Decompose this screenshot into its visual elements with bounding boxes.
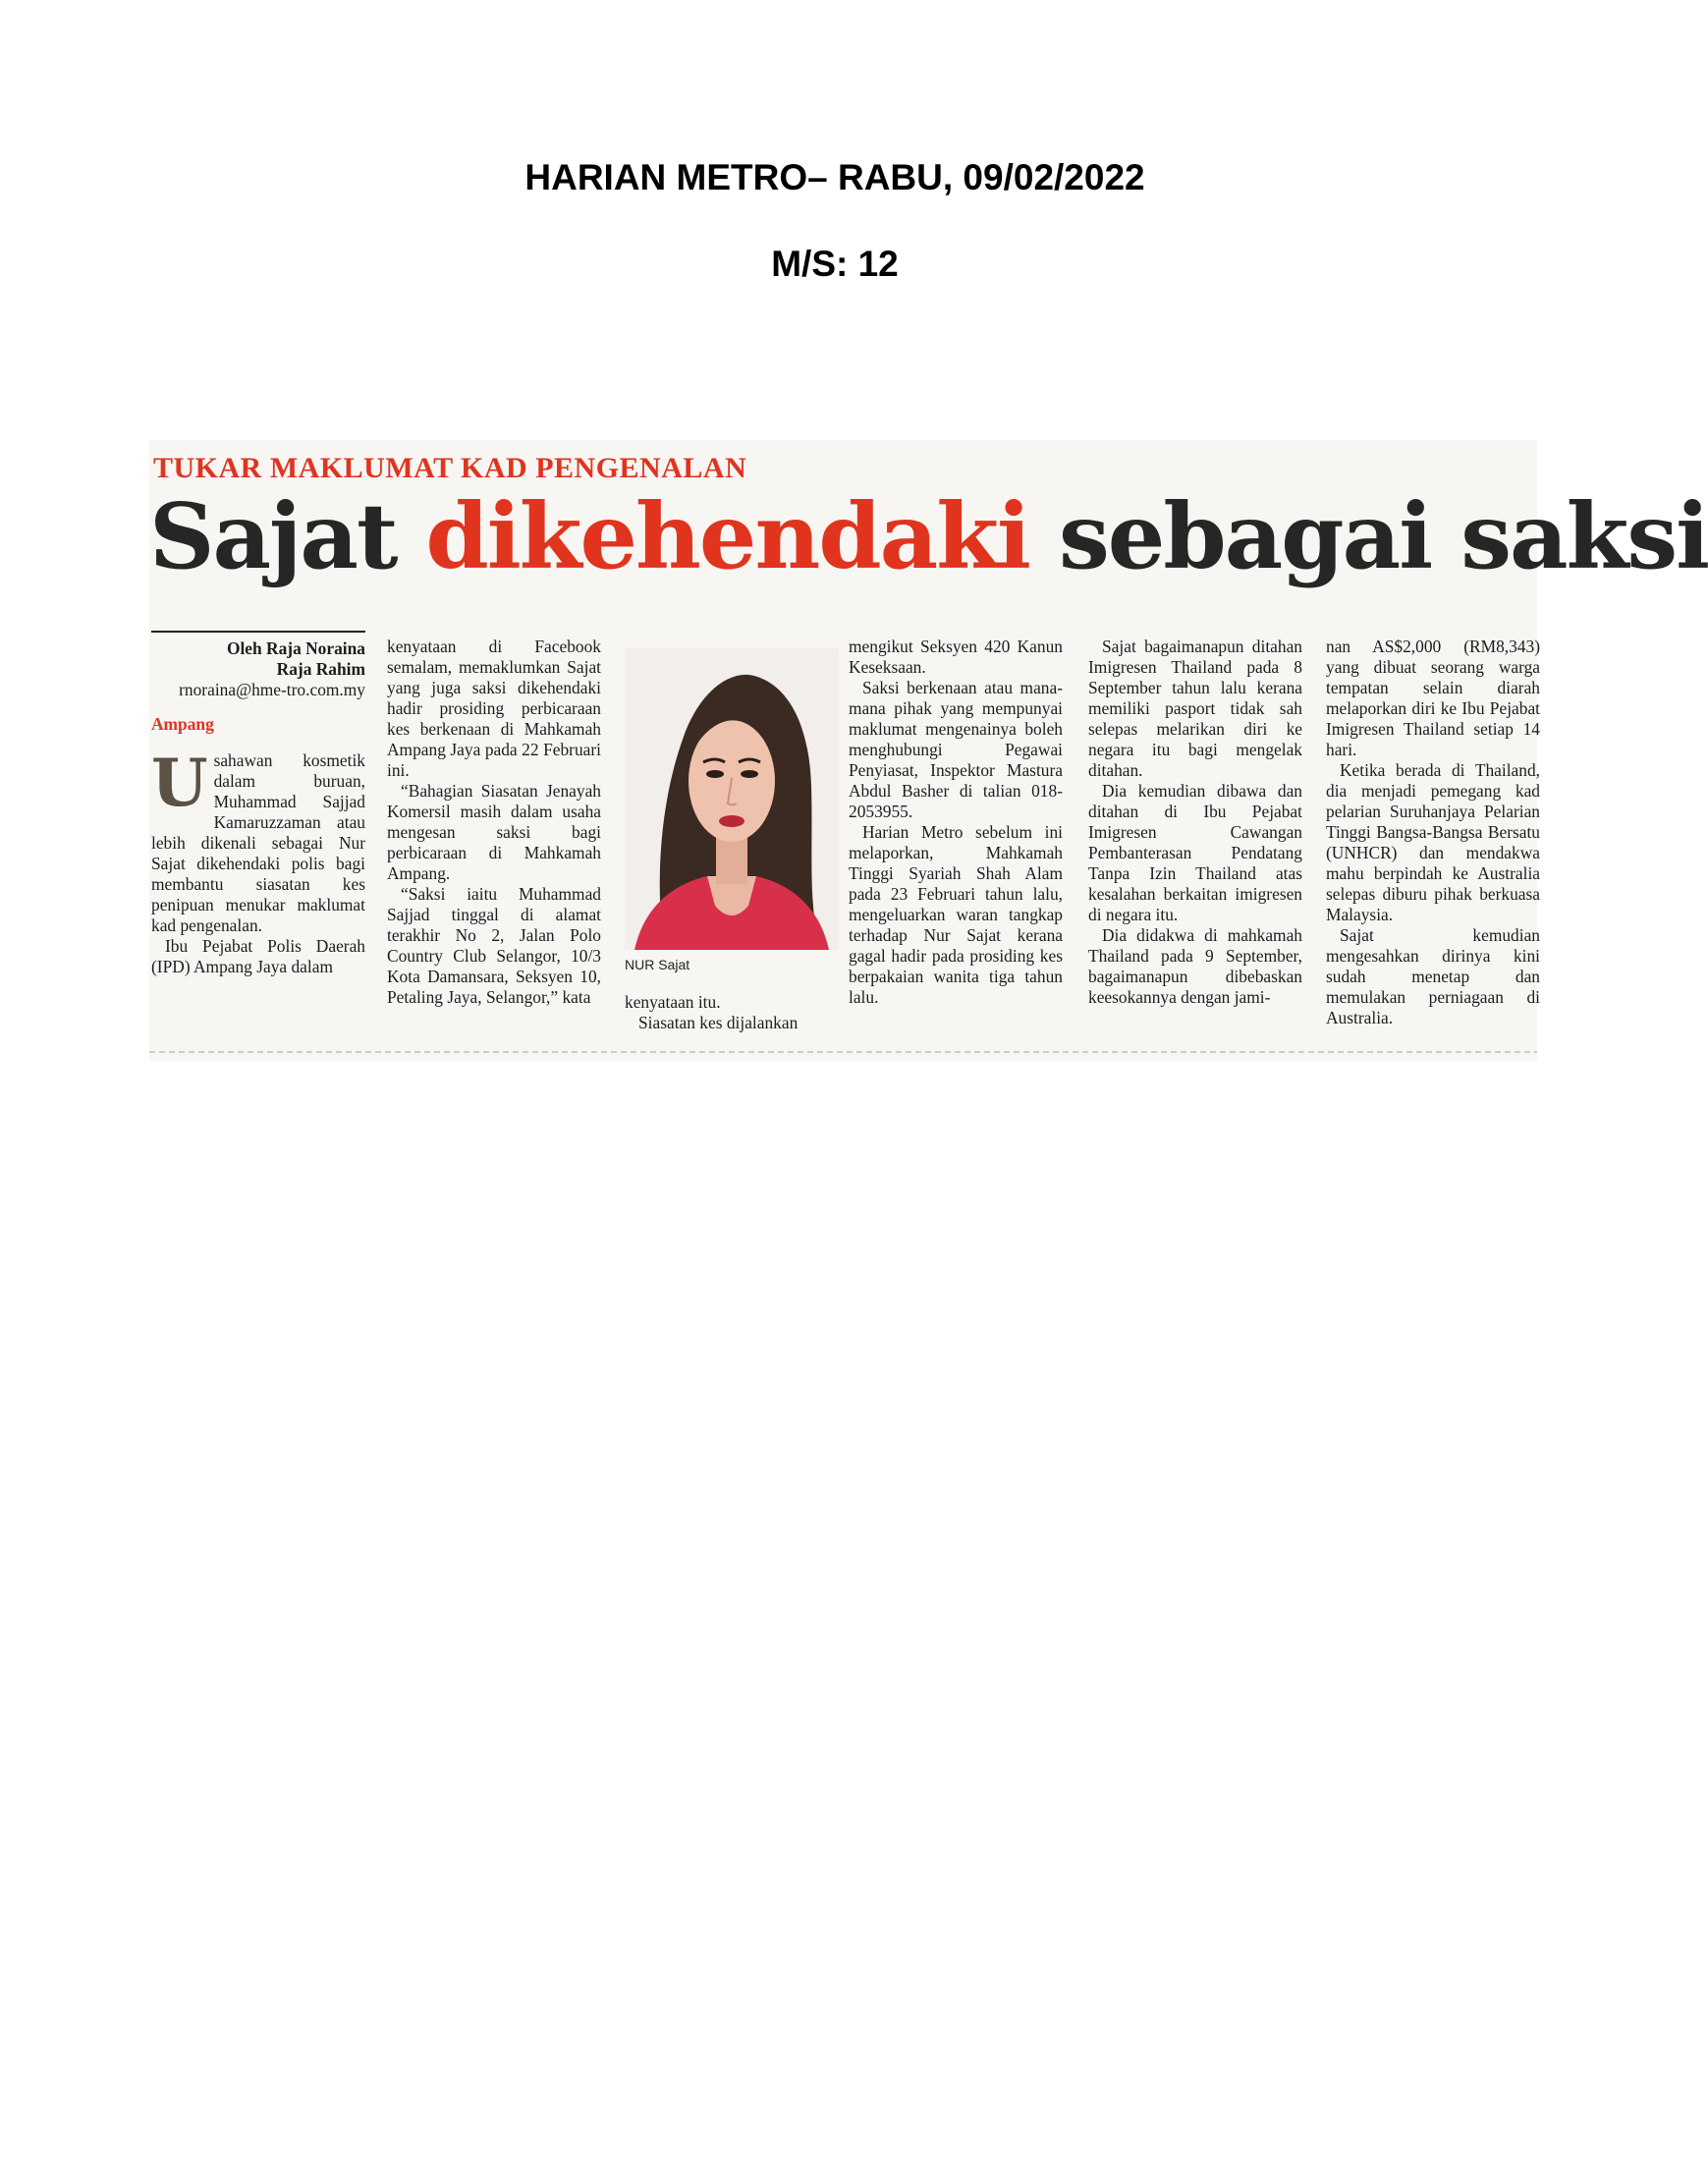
article-kicker: TUKAR MAKLUMAT KAD PENGENALAN bbox=[153, 452, 747, 484]
article-column-5 bbox=[1088, 637, 1302, 1008]
headline-part2: sebagai saksi bbox=[1028, 483, 1708, 589]
paragraph: Ibu Pejabat Polis Daerah (IPD) Ampang Jaya dalam bbox=[151, 936, 365, 976]
page-number: M/S: 12 bbox=[771, 244, 899, 284]
paragraph: nan AS$2,000 (RM8,343) yang dibuat seorang warga tempatan selain diarah melaporkan diri ke Ibu Pejabat Imigresen Thailand setiap 14 hari. bbox=[1326, 637, 1540, 759]
article-headline bbox=[149, 483, 1708, 589]
headline-highlight: dikehendaki bbox=[425, 483, 1029, 589]
drop-cap: U bbox=[151, 745, 208, 821]
portrait-illustration bbox=[625, 648, 839, 950]
paragraph: Usahawan kosmetik dalam buruan, Muhammad Sajjad Kamaruzzaman atau lebih dikenali sebagai Nur Sajat dikehendaki polis bagi membantu siasatan kes penipuan menukar maklumat kad pengenalan. bbox=[151, 745, 365, 935]
paragraph: kenyataan itu. bbox=[625, 992, 721, 1012]
photo-caption: NUR Sajat bbox=[625, 957, 690, 972]
article-column-1 bbox=[151, 631, 365, 977]
paragraph: Dia kemudian dibawa dan ditahan di Ibu Pejabat Imigresen Cawangan Pembanterasan Pendatang Tanpa Izin Thailand atas kesalahan berkaitan imigresen di negara itu. bbox=[1088, 781, 1302, 924]
newspaper-clipping bbox=[149, 440, 1708, 1061]
paragraph: Saksi berkenaan atau mana-mana pihak yang mempunyai maklumat mengenainya boleh menghubungi Pegawai Penyiasat, Inspektor Mastura Abdul Basher di talian 018-2053955. bbox=[849, 678, 1063, 821]
paragraph: “Bahagian Siasatan Jenayah Komersil masih dalam usaha mengesan saksi bagi perbicaraan di Mahkamah Ampang. bbox=[387, 781, 601, 883]
paragraph: kenyataan di Facebook semalam, memaklumkan Sajat yang juga saksi dikehendaki hadir prosiding perbicaraan kes berkenaan di Mahkamah Ampang Jaya pada 22 Februari ini. bbox=[387, 637, 601, 780]
bottom-divider bbox=[149, 1051, 1537, 1053]
dateline: Ampang bbox=[151, 714, 214, 734]
article-column-6 bbox=[1326, 637, 1540, 1028]
paragraph: Sajat bagaimanapun ditahan Imigresen Thailand pada 8 September tahun lalu kerana memiliki pasport tidak sah selepas melarikan diri ke negara itu bagi mengelak ditahan. bbox=[1088, 637, 1302, 780]
paragraph: Siasatan kes dijalankan bbox=[638, 1013, 799, 1032]
byline-email: rnoraina@hme-tro.com.my bbox=[179, 680, 365, 699]
headline-part1: Sajat bbox=[149, 483, 426, 589]
paragraph: Dia didakwa di mahkamah Thailand pada 9 September, bagaimanapun dibebaskan keesokannya dengan jami- bbox=[1088, 925, 1302, 1007]
paragraph: Sajat kemudian mengesahkan dirinya kini sudah menetap dan memulakan perniagaan di Australia. bbox=[1326, 925, 1540, 1027]
byline-name-1: Oleh Raja Noraina bbox=[226, 638, 365, 658]
paragraph: Harian Metro sebelum ini melaporkan, Mahkamah Tinggi Syariah Shah Alam pada 23 Februari tahun lalu, mengeluarkan waran tangkap terhadap Nur Sajat kerana gagal hadir pada prosiding kes berpakaian wanita tiga tahun lalu. bbox=[849, 822, 1063, 1007]
article-column-3 bbox=[625, 992, 839, 1033]
article-column-2 bbox=[387, 637, 601, 1008]
article-column-4 bbox=[849, 637, 1063, 1008]
byline-name-2: Raja Rahim bbox=[276, 659, 365, 679]
portrait-photo bbox=[625, 648, 839, 950]
publication-header: HARIAN METRO– RABU, 09/02/2022 bbox=[524, 157, 1145, 197]
paragraph: Ketika berada di Thailand, dia menjadi pemegang kad pelarian Suruhanjaya Pelarian Tinggi Bangsa-Bangsa Bersatu (UNHCR) dan mendakwa mahu berpindah ke Australia selepas diburu pihak berkuasa Malaysia. bbox=[1326, 760, 1540, 924]
paragraph: mengikut Seksyen 420 Kanun Keseksaan. bbox=[849, 637, 1063, 677]
paragraph: “Saksi iaitu Muhammad Sajjad tinggal di alamat terakhir No 2, Jalan Polo Country Club Selangor, 10/3 Kota Damansara, Seksyen 10, Petaling Jaya, Selangor,” kata bbox=[387, 884, 601, 1007]
